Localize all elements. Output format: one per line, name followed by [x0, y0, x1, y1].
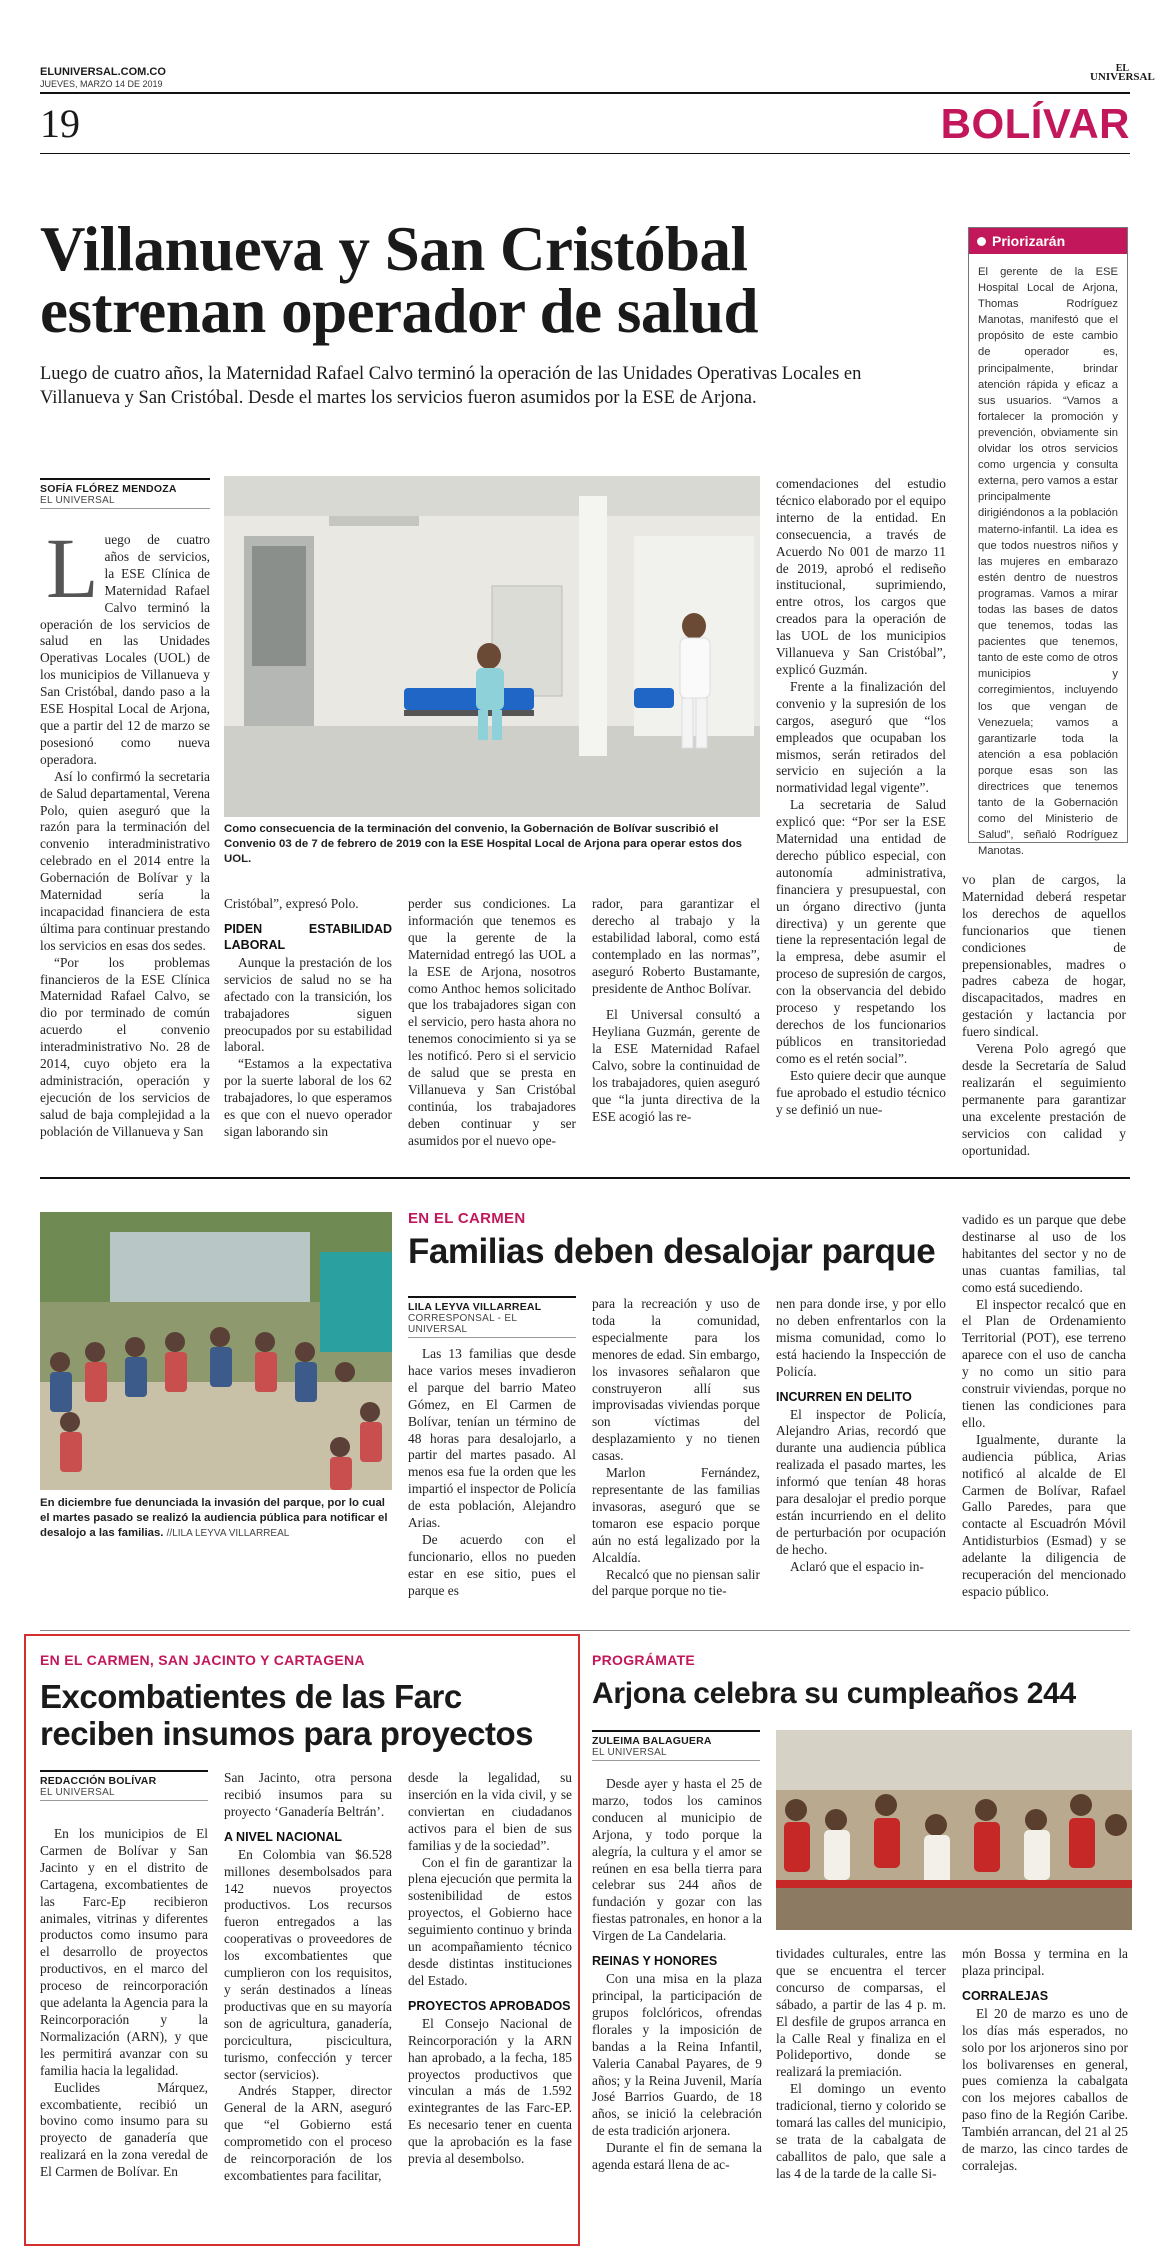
byline-name: SOFÍA FLÓREZ MENDOZA	[40, 478, 210, 495]
clinic-photo-caption: Como consecuencia de la terminación del convenio, la Gobernación de Bolívar suscribió el Convenio 03 de 7 de febrero de 2019 con la ESE Hospital Local de Arjona para operar estos dos UOL.	[224, 823, 743, 865]
main-byline	[40, 478, 210, 509]
arjona-column-2	[776, 1946, 946, 2183]
byline-name: LILA LEYVA VILLARREAL	[408, 1296, 576, 1313]
subheading: INCURREN EN DELITO	[776, 1389, 912, 1404]
paragraph: vo plan de cargos, la Maternidad deberá respetar los derechos de aquellos funcionarios que tienen condiciones de prepensionables, madres o padres cabeza de hogar, discapacitados, madres en gestación y lactancia por fuero sindical.	[962, 872, 1126, 1040]
paragraph: Recalcó que no piensan salir del parque porque no tie-	[592, 1566, 760, 1599]
paragraph: nen para donde irse, y por ello no deben enfrentarlos con la misma comunidad, como lo está haciendo la Inspección de Policía.	[776, 1296, 946, 1379]
byline-org: CORRESPONSAL - EL UNIVERSAL	[408, 1313, 576, 1338]
carmen-column-2	[592, 1296, 760, 1600]
paragraph: comendaciones del estudio técnico elaborado por el equipo interno de la entidad. En consecuencia, a través de Acuerdo No 001 de marzo 11 de 2019, aprobó el rediseño institucional, suprimiendo, entre otros, los cargos que creados para la operación de las UOL de los municipios Villanueva y San Cristóbal”, explicó Guzmán.	[776, 476, 946, 677]
masthead-rule	[40, 92, 1130, 94]
sidebar-box	[968, 227, 1128, 858]
paragraph: desde la legalidad, su inserción en la vida civil, y se conviertan en ciudadanos activos para el bien de sus familias y de la sociedad”.	[408, 1770, 572, 1853]
carmen-byline	[408, 1296, 576, 1338]
sidebar-text: El gerente de la ESE Hospital Local de Arjona, Thomas Rodríguez Manotas, manifestó que el propósito de este cambio de operador es, principalmente, brindar atención rápida y eficaz a sus usuarios. “Vamos a fortalecer la promoción y prevención, obviamente sin olvidar los otros servicios como urgencia y consulta externa, pero vamos a estar principalmente dirigiéndonos a la población materno-infantil. La idea es que todos nuestros niños y las mujeres en embarazo estén dentro de nuestros programas. Vamos a mirar todas las bases de datos que tenemos, todas las pacientes que tenemos, tanto de este como de otros municipios y corregimientos, incluyendo los que vengan de Venezuela; vamos a garantizarle toda la atención a esa población porque esas son las directrices que tenemos tanto de la Gobernación como del Ministerio de Salud”, señaló Rodríguez Manotas.	[978, 266, 1118, 858]
byline-org: EL UNIVERSAL	[592, 1747, 760, 1761]
arjona-byline	[592, 1730, 760, 1761]
farc-byline	[40, 1770, 208, 1801]
farc-column-3	[408, 1770, 572, 2168]
farc-column-2	[224, 1770, 392, 2185]
photo-credit: //LILA LEYVA VILLARREAL	[166, 1528, 290, 1539]
clinic-photo	[224, 476, 760, 817]
issue-date: JUEVES, MARZO 14 DE 2019	[40, 79, 163, 89]
paragraph: Verena Polo agregó que desde la Secretaría de Salud realizarán el seguimiento permanente para garantizar una excelente prestación de servicios con calidad y oportunidad.	[962, 1041, 1126, 1158]
paragraph: món Bossa y termina en la plaza principal.	[962, 1946, 1128, 1978]
paragraph: Aunque la prestación de los servicios de salud no se ha afectado con la transición, los trabajadores siguen preocupados por su estabilidad laboral.	[224, 954, 392, 1055]
paragraph: De acuerdo con el funcionario, ellos no pueden estar en ese sitio, pues el parque es	[408, 1531, 576, 1598]
paragraph: Esto quiere decir que aunque fue aprobado el estudio técnico y se definió un nue-	[776, 1067, 946, 1117]
paragraph: perder sus condiciones. La información que tenemos es que la gerente de la Maternidad entregó las UOL a la ESE de Arjona, nosotros como Anthoc hemos solicitado que los trabajadores sigan con el servicio, pero hasta ahora no tenemos conocimiento si ya se les notificó. Pero si el servicio de salud que se presta en Villanueva y San Cristóbal continúa, los trabajadores deben continuar y ser asumidos por el nuevo ope-	[408, 896, 576, 1148]
story-divider	[40, 1177, 1130, 1179]
paragraph: El inspector recalcó que en el Plan de Ordenamiento Territorial (POT), ese terreno aparece con el uso de cancha y no como un sitio para construir viviendas, porque no tienen las condiciones para ello.	[962, 1296, 1126, 1430]
paragraph: uego de cuatro años de servicios, la ESE Clínica de Maternidad Rafael Calvo terminó la operación de los servicios de salud en las Unidades Operativas Locales (UOL) de los municipios de Villanueva y San Cristóbal, dando paso a la ESE Hospital Local de Arjona, que a partir del 12 de marzo se posesionó como nueva operadora.	[40, 532, 210, 767]
subheading: REINAS Y HONORES	[592, 1954, 718, 1969]
site-url[interactable]: ELUNIVERSAL.COM.CO	[40, 66, 166, 78]
park-photo-caption	[40, 1496, 392, 1541]
carmen-column-1	[408, 1346, 576, 1600]
paragraph: Marlon Fernández, representante de las familias invasoras, aseguró que se tomaron ese espacio porque aún no está legalizado por la Alcaldía.	[592, 1465, 760, 1565]
farc-kicker: EN EL CARMEN, SAN JACINTO Y CARTAGENA	[40, 1652, 365, 1668]
paragraph: Cristóbal”, expresó Polo.	[224, 896, 359, 911]
byline-name: ZULEIMA BALAGUERA	[592, 1730, 760, 1747]
section-title: BOLÍVAR	[940, 100, 1130, 147]
paragraph: Andrés Stapper, director General de la ARN, aseguró que “el Gobierno está comprometido con el proceso de reincorporación de los excombatientes para facilitar,	[224, 2083, 392, 2183]
paragraph: vadido es un parque que debe destinarse al uso de los habitantes del sector y no de unas cuantas familias, tal como está sucediendo.	[962, 1212, 1126, 1295]
main-column-1	[40, 520, 210, 1141]
subheading: A NIVEL NACIONAL	[224, 1829, 343, 1844]
paragraph: para la recreación y uso de toda la comunidad, especialmente para los menores de edad. Sin embargo, los invasores señalaron que construyeron allí sus improvisadas viviendas porque son víctimas del desplazamiento y no tienen casas.	[592, 1296, 760, 1464]
carmen-headline: Familias deben desalojar parque	[408, 1232, 936, 1271]
paragraph: Desde ayer y hasta el 25 de marzo, todos los caminos conducen al municipio de Arjona, y todo porque la alegría, la cultura y el amor se reúnen en esa bella tierra para celebrar sus 244 años de fundación y gozar con las fiestas patronales, en honor a la Virgen de La Candelaria.	[592, 1776, 762, 1944]
subheading: CORRALEJAS	[962, 1988, 1049, 2003]
arjona-kicker: PROGRÁMATE	[592, 1652, 696, 1668]
byline-org: EL UNIVERSAL	[40, 495, 210, 509]
main-column-5	[776, 476, 946, 1118]
story-divider-2	[40, 1630, 1130, 1631]
main-lead: Luego de cuatro años, la Maternidad Rafael Calvo terminó la operación de las Unidades Operativas Locales en Villanueva y San Cristóbal. Desde el martes los servicios fueron asumidos por la ESE de Arjona.	[40, 364, 862, 408]
farc-headline: Excombatientes de las Farc reciben insumos para proyectos	[40, 1678, 534, 1752]
paragraph: “Por los problemas financieros de la ESE Clínica Maternidad Rafael Calvo, se dio por terminado de común acuerdo el convenio interadministrativo No. 28 de 2014, cuyo objeto era la administración, operación y ejecución de los servicios de salud de baja complejidad a la población de Villanueva y San	[40, 954, 210, 1139]
page-number: 19	[40, 101, 80, 146]
paragraph: Con el fin de garantizar la plena ejecución que permita la sostenibilidad de estos proyectos, el Gobierno hace seguimiento continuo y brinda un acompañamiento técnico desde distintas instituciones del Estado.	[408, 1854, 572, 1988]
subheading: PIDEN ESTABILIDAD LABORAL	[224, 921, 392, 952]
paragraph: “Estamos a la expectativa por la suerte laboral de los 62 trabajadores, lo que esperamos es que con el nuevo operador sigan laborando sin	[224, 1056, 392, 1139]
bullet-icon	[977, 237, 986, 246]
park-photo	[40, 1212, 392, 1490]
paragraph: Igualmente, durante la audiencia pública, Arias notificó al alcalde de El Carmen de Bolívar, Rafael Gallo Paredes, para que contacte al Escuadrón Móvil Antidisturbios (Esmad) y se adelante la diligencia de recuperación del mencionado espacio público.	[962, 1431, 1126, 1599]
paragraph: tividades culturales, entre las que se encuentra el tercer concurso de comparsas, el sábado, a partir de las 4 p. m. El desfile de grupos arranca en la Calle Real y finaliza en el Polideportivo, donde se realizará la premiación.	[776, 1946, 946, 2080]
section-rule	[40, 153, 1130, 154]
caption-text: En diciembre fue denunciada la invasión del parque, por lo cual el martes pasado se realizó la audiencia pública para notificar el desalojo a las familias.	[40, 1497, 388, 1539]
newspaper-logo	[1090, 64, 1155, 82]
main-column-3	[408, 896, 576, 1150]
main-headline: Villanueva y San Cristóbal estrenan operador de salud	[40, 214, 758, 346]
logo-bottom: UNIVERSAL	[1090, 71, 1155, 83]
arjona-column-3	[962, 1946, 1128, 2175]
paragraph: El domingo un evento tradicional, tierno y colorido se tomará las calles del municipio, se trata de la cabalgata de caballitos de palo, que sale a las 4 de la tarde de la calle Si-	[776, 2081, 946, 2181]
paragraph: Así lo confirmó la secretaria de Salud departamental, Verena Polo, quien aseguró que la razón para la terminación del convenio interadministrativo celebrado en el 2014 entre la Gobernación de Bolívar y la Maternidad sería la incapacidad financiera de esta última para continuar prestando los servicios en esas dos sedes.	[40, 768, 210, 953]
subheading: PROYECTOS APROBADOS	[408, 1998, 571, 2013]
logo-top: EL	[1115, 63, 1130, 74]
paragraph: En Colombia van $6.528 millones desembolsados para 142 nuevos proyectos productivos. Los recursos fueron entregados a las cooperativas o proveedores de los excombatientes que cumplieron con los requisitos, y serán destinados a líneas productivas que en su mayoría son de agricultura, ganadería, porcicultura, piscicultura, turismo, confección y tercer sector (servicios).	[224, 1846, 392, 2082]
carmen-column-3	[776, 1296, 946, 1576]
parade-photo	[776, 1730, 1132, 1930]
sidebar-title: Priorizarán	[992, 233, 1066, 249]
carmen-kicker: EN EL CARMEN	[408, 1210, 526, 1227]
arjona-headline: Arjona celebra su cumpleaños 244	[592, 1677, 1076, 1710]
paragraph: El Universal consultó a Heyliana Guzmán, gerente de la ESE Maternidad Rafael Calvo, sobre la continuidad de los trabajadores, quien aseguró que “la junta directiva de la ESE acogió las re-	[592, 1007, 760, 1124]
carmen-column-4	[962, 1212, 1126, 1601]
farc-column-1	[40, 1826, 208, 2181]
paragraph: En los municipios de El Carmen de Bolívar y San Jacinto y en el distrito de Cartagena, excombatientes de las Farc-Ep recibieron animales, vitrinas y diferentes productos como insumo para el desarrollo de proyectos productivos, en el marco del proceso de reincorporación que adelanta la Agencia para la Reincorporación y la Normalización (ARN), y que les permitirá avanzar con su familia hacia la legalidad.	[40, 1826, 208, 2078]
paragraph: Durante el fin de semana la agenda estará llena de ac-	[592, 2140, 762, 2173]
byline-org: EL UNIVERSAL	[40, 1787, 208, 1801]
paragraph: El 20 de marzo es uno de los días más esperados, no solo por los arjoneros sino por los bolivarenses en general, pues comienza la cabalgata con los mejores caballos de paso fino de la Región Caribe. También arrancan, del 21 al 25 de marzo, las cinco tardes de corralejas.	[962, 2005, 1128, 2173]
main-column-6	[962, 872, 1126, 1159]
byline-name: REDACCIÓN BOLÍVAR	[40, 1770, 208, 1787]
arjona-column-1	[592, 1776, 762, 2174]
paragraph: El inspector de Policía, Alejandro Arias, recordó que durante una audiencia pública realizada el pasado martes, les informó que tenían 48 horas para desalojar el predio porque están incurriendo en el delito de perturbación por ocupación de hecho.	[776, 1406, 946, 1557]
main-column-2	[224, 896, 392, 1141]
paragraph: La secretaria de Salud explicó que: “Por ser la ESE Maternidad una entidad de derecho público especial, con autonomía administrativa, financiera y presupuestal, con un órgano directivo (junta directiva) y un gerente que tiene la representación legal de la empresa, debe asumir el proceso de supresión de cargos, con la observancia del debido proceso y respetando los derechos de los funcionarios públicos en transitoriedad como es el retén social”.	[776, 797, 946, 1066]
paragraph: Frente a la finalización del convenio y la supresión de los cargos, aseguró que “los empleados que ocupaban los mismos, serán retirados del servicio en sujeción a la normatividad legal vigente”.	[776, 678, 946, 796]
paragraph: rador, para garantizar el derecho al trabajo y la estabilidad laboral, como está contemplado en las normas”, aseguró Roberto Bustamante, presidente de Anthoc Bolívar.	[592, 896, 760, 996]
paragraph: El Consejo Nacional de Reincorporación y la ARN han aprobado, a la fecha, 185 proyectos productivos que vinculan a más de 1.592 exintegrantes de las Farc-EP. Es necesario tener en cuenta que la aprobación es la fase previa al desembolso.	[408, 2015, 572, 2167]
sidebar-header	[969, 228, 1127, 254]
main-column-4	[592, 896, 760, 1126]
dropcap: L	[46, 520, 99, 616]
paragraph: Las 13 familias que desde hace varios meses invadieron el parque del barrio Mateo Gómez, en El Carmen de Bolívar, tenían un término de 48 horas para desalojarlo, a partir del martes pasado. Al menos esa fue la orden que les impartió el inspector de Policía de esta población, Alejandro Arias.	[408, 1346, 576, 1531]
paragraph: Aclaró que el espacio in-	[790, 1558, 924, 1574]
paragraph: San Jacinto, otra persona recibió insumos para su proyecto ‘Ganadería Beltrán’.	[224, 1770, 392, 1819]
paragraph: Euclides Márquez, excombatiente, recibió un bovino como insumo para su proyecto de ganadería que realizará en la zona veredal de El Carmen de Bolívar. En	[40, 2079, 208, 2180]
paragraph: Con una misa en la plaza principal, la participación de grupos folclóricos, ofrendas florales y la imposición de bandas a la Reina Infantil, Valeria Canabal Payares, de 9 años; y la Reina Juvenil, María José Barrios Guardo, de 18 años, se inició la celebración de esta tradición arjonera.	[592, 1971, 762, 2139]
